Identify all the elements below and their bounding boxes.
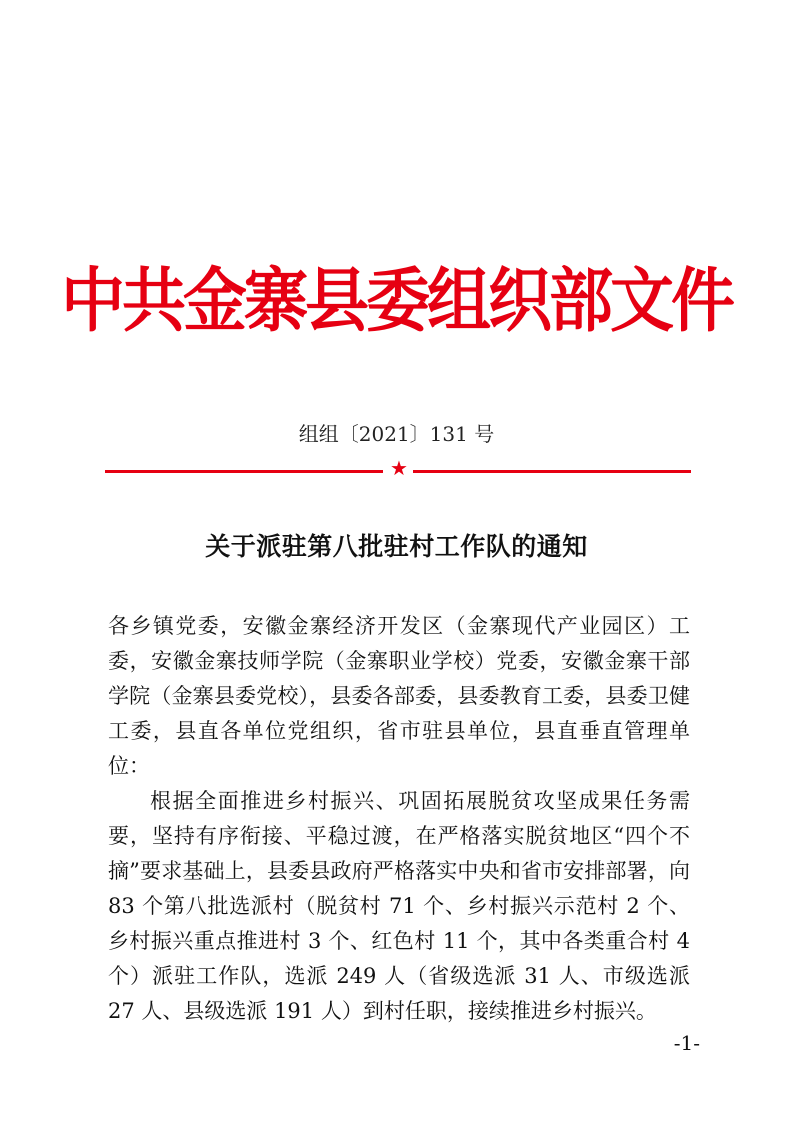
page-number: -1- <box>673 1031 700 1055</box>
salutation: 各乡镇党委，安徽金寨经济开发区（金寨现代产业园区）工委，安徽金寨技师学院（金寨职业学校）党委，安徽金寨干部学院（金寨县委党校），县委各部委，县委教育工委，县委卫健工委，县直各单位党组织，省市驻县单位，县直垂直管理单位： <box>108 614 690 778</box>
notice-body <box>108 609 690 1029</box>
divider-line-left <box>105 470 383 473</box>
notice-title: 关于派驻第八批驻村工作队的通知 <box>205 532 588 561</box>
document-number: 组组〔2021〕131 号 <box>298 422 495 446</box>
body-paragraph: 根据全面推进乡村振兴、巩固拓展脱贫攻坚成果任务需要，坚持有序衔接、平稳过渡，在严格落实脱贫地区“四个不摘”要求基础上，县委县政府严格落实中央和省市安排部署，向 83 个第八批选派村（脱贫村 71 个、乡村振兴示范村 2 个、乡村振兴重点推进村 3 个、红色村 11 个，其中各类重合村 4 个）派驻工作队，选派 249 人（省级选派 31 人、市级选派 27 人、县级选派 191 人）到村任职，接续推进乡村振兴。 <box>108 789 690 1023</box>
red-divider <box>105 456 691 480</box>
star-icon: ★ <box>390 456 408 480</box>
issuer-title: 中共金寨县委组织部文件 <box>61 262 732 342</box>
divider-line-right <box>413 470 691 473</box>
